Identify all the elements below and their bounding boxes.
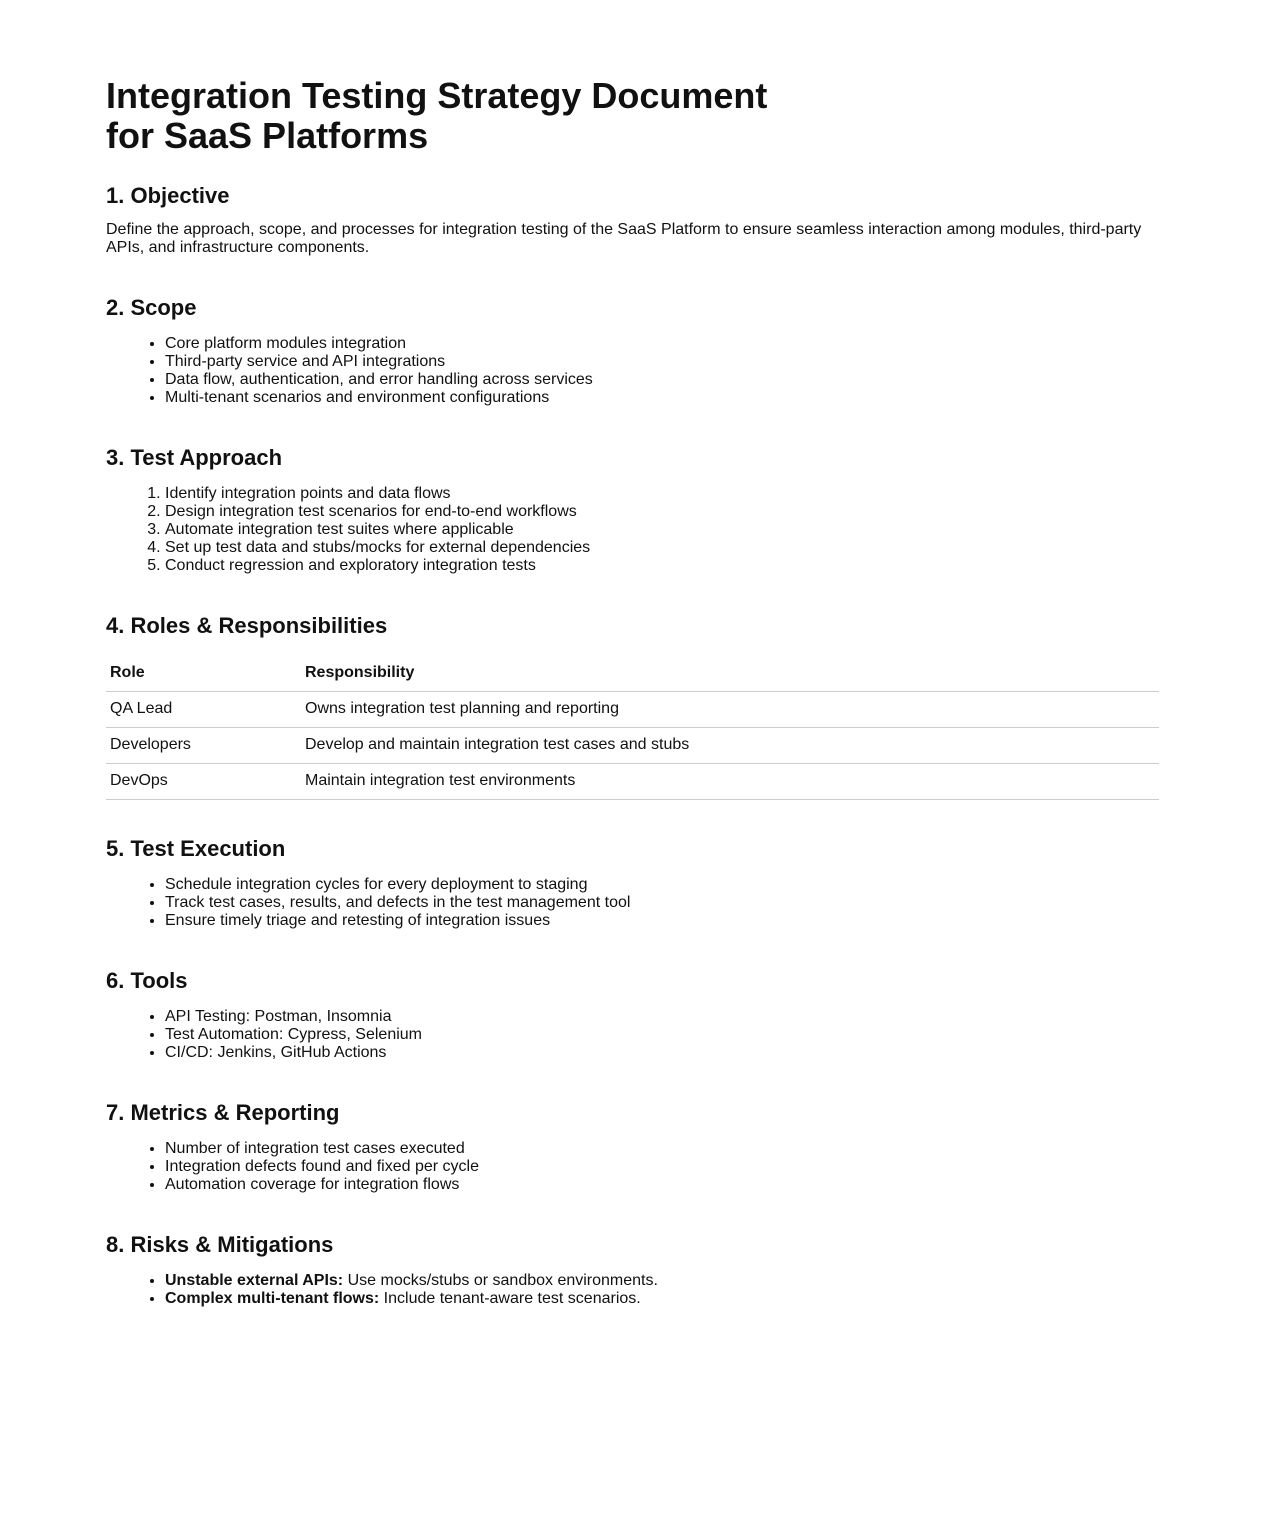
list-item: • Schedule integration cycles for every deployment to staging xyxy=(165,876,1158,894)
section-heading: 8. Risks & Mitigations xyxy=(106,1232,334,1257)
risk-mitigation: Use mocks/stubs or sandbox environments. xyxy=(343,1272,658,1289)
section-heading: 1. Objective xyxy=(106,183,230,208)
tools-list xyxy=(106,1008,1158,1062)
list-item: • Track test cases, results, and defects in the test management tool xyxy=(165,894,1158,912)
document-title xyxy=(106,0,806,156)
list-item: • Third-party service and API integrations xyxy=(165,353,1158,371)
section-roles xyxy=(106,613,1158,800)
section-heading: 5. Test Execution xyxy=(106,836,286,861)
role-cell: DevOps xyxy=(106,764,301,800)
responsibility-cell: Owns integration test planning and reporting xyxy=(301,692,1159,728)
approach-list xyxy=(106,485,1158,575)
objective-text: Define the approach, scope, and processes for integration testing of the SaaS Platform to ensure seamless interaction among modules, third-party APIs, and infrastructure components. xyxy=(106,221,1142,256)
section-metrics xyxy=(106,1100,1158,1194)
risk-mitigation: Include tenant-aware test scenarios. xyxy=(379,1290,641,1307)
roles-table xyxy=(106,655,1159,800)
table-row xyxy=(106,764,1159,800)
section-tools xyxy=(106,968,1158,1062)
list-item: • API Testing: Postman, Insomnia xyxy=(165,1008,1158,1026)
list-item: • Core platform modules integration xyxy=(165,335,1158,353)
list-item: • Number of integration test cases executed xyxy=(165,1140,1158,1158)
risk-label: Complex multi-tenant flows: xyxy=(165,1290,380,1307)
section-heading: 7. Metrics & Reporting xyxy=(106,1100,340,1125)
scope-list xyxy=(106,335,1158,407)
column-header-role: Role xyxy=(106,655,301,692)
role-cell: QA Lead xyxy=(106,692,301,728)
section-objective xyxy=(106,183,1158,257)
section-test-approach xyxy=(106,445,1158,575)
responsibility-cell: Develop and maintain integration test cases and stubs xyxy=(301,728,1159,764)
section-heading: 6. Tools xyxy=(106,968,188,993)
section-test-execution xyxy=(106,836,1158,930)
list-item xyxy=(165,1290,1158,1308)
section-heading: 4. Roles & Responsibilities xyxy=(106,613,388,638)
section-heading: 3. Test Approach xyxy=(106,445,283,470)
section-scope xyxy=(106,295,1158,407)
list-item: • Ensure timely triage and retesting of integration issues xyxy=(165,912,1158,930)
table-row xyxy=(106,692,1159,728)
responsibility-cell: Maintain integration test environments xyxy=(301,764,1159,800)
title-line-2: for SaaS Platforms xyxy=(106,115,429,156)
section-heading: 2. Scope xyxy=(106,295,197,320)
list-item: 1. Identify integration points and data flows xyxy=(165,485,1158,503)
risk-label: Unstable external APIs: xyxy=(165,1272,344,1289)
table-header-row xyxy=(106,655,1159,692)
execution-list xyxy=(106,876,1158,930)
list-item: 4. Set up test data and stubs/mocks for external dependencies xyxy=(165,539,1158,557)
column-header-responsibility: Responsibility xyxy=(301,655,1159,692)
list-item: • Test Automation: Cypress, Selenium xyxy=(165,1026,1158,1044)
risks-list xyxy=(106,1272,1158,1308)
metrics-list xyxy=(106,1140,1158,1194)
list-item: 3. Automate integration test suites where applicable xyxy=(165,521,1158,539)
list-item xyxy=(165,1272,1158,1290)
list-item: • Integration defects found and fixed per cycle xyxy=(165,1158,1158,1176)
list-item: 2. Design integration test scenarios for end-to-end workflows xyxy=(165,503,1158,521)
list-item: • Automation coverage for integration flows xyxy=(165,1176,1158,1194)
list-item: • CI/CD: Jenkins, GitHub Actions xyxy=(165,1044,1158,1062)
list-item: • Multi-tenant scenarios and environment configurations xyxy=(165,389,1158,407)
list-item: 5. Conduct regression and exploratory integration tests xyxy=(165,557,1158,575)
list-item: • Data flow, authentication, and error handling across services xyxy=(165,371,1158,389)
table-row xyxy=(106,728,1159,764)
section-risks xyxy=(106,1232,1158,1308)
title-line-1: Integration Testing Strategy Document xyxy=(106,75,768,116)
role-cell: Developers xyxy=(106,728,301,764)
